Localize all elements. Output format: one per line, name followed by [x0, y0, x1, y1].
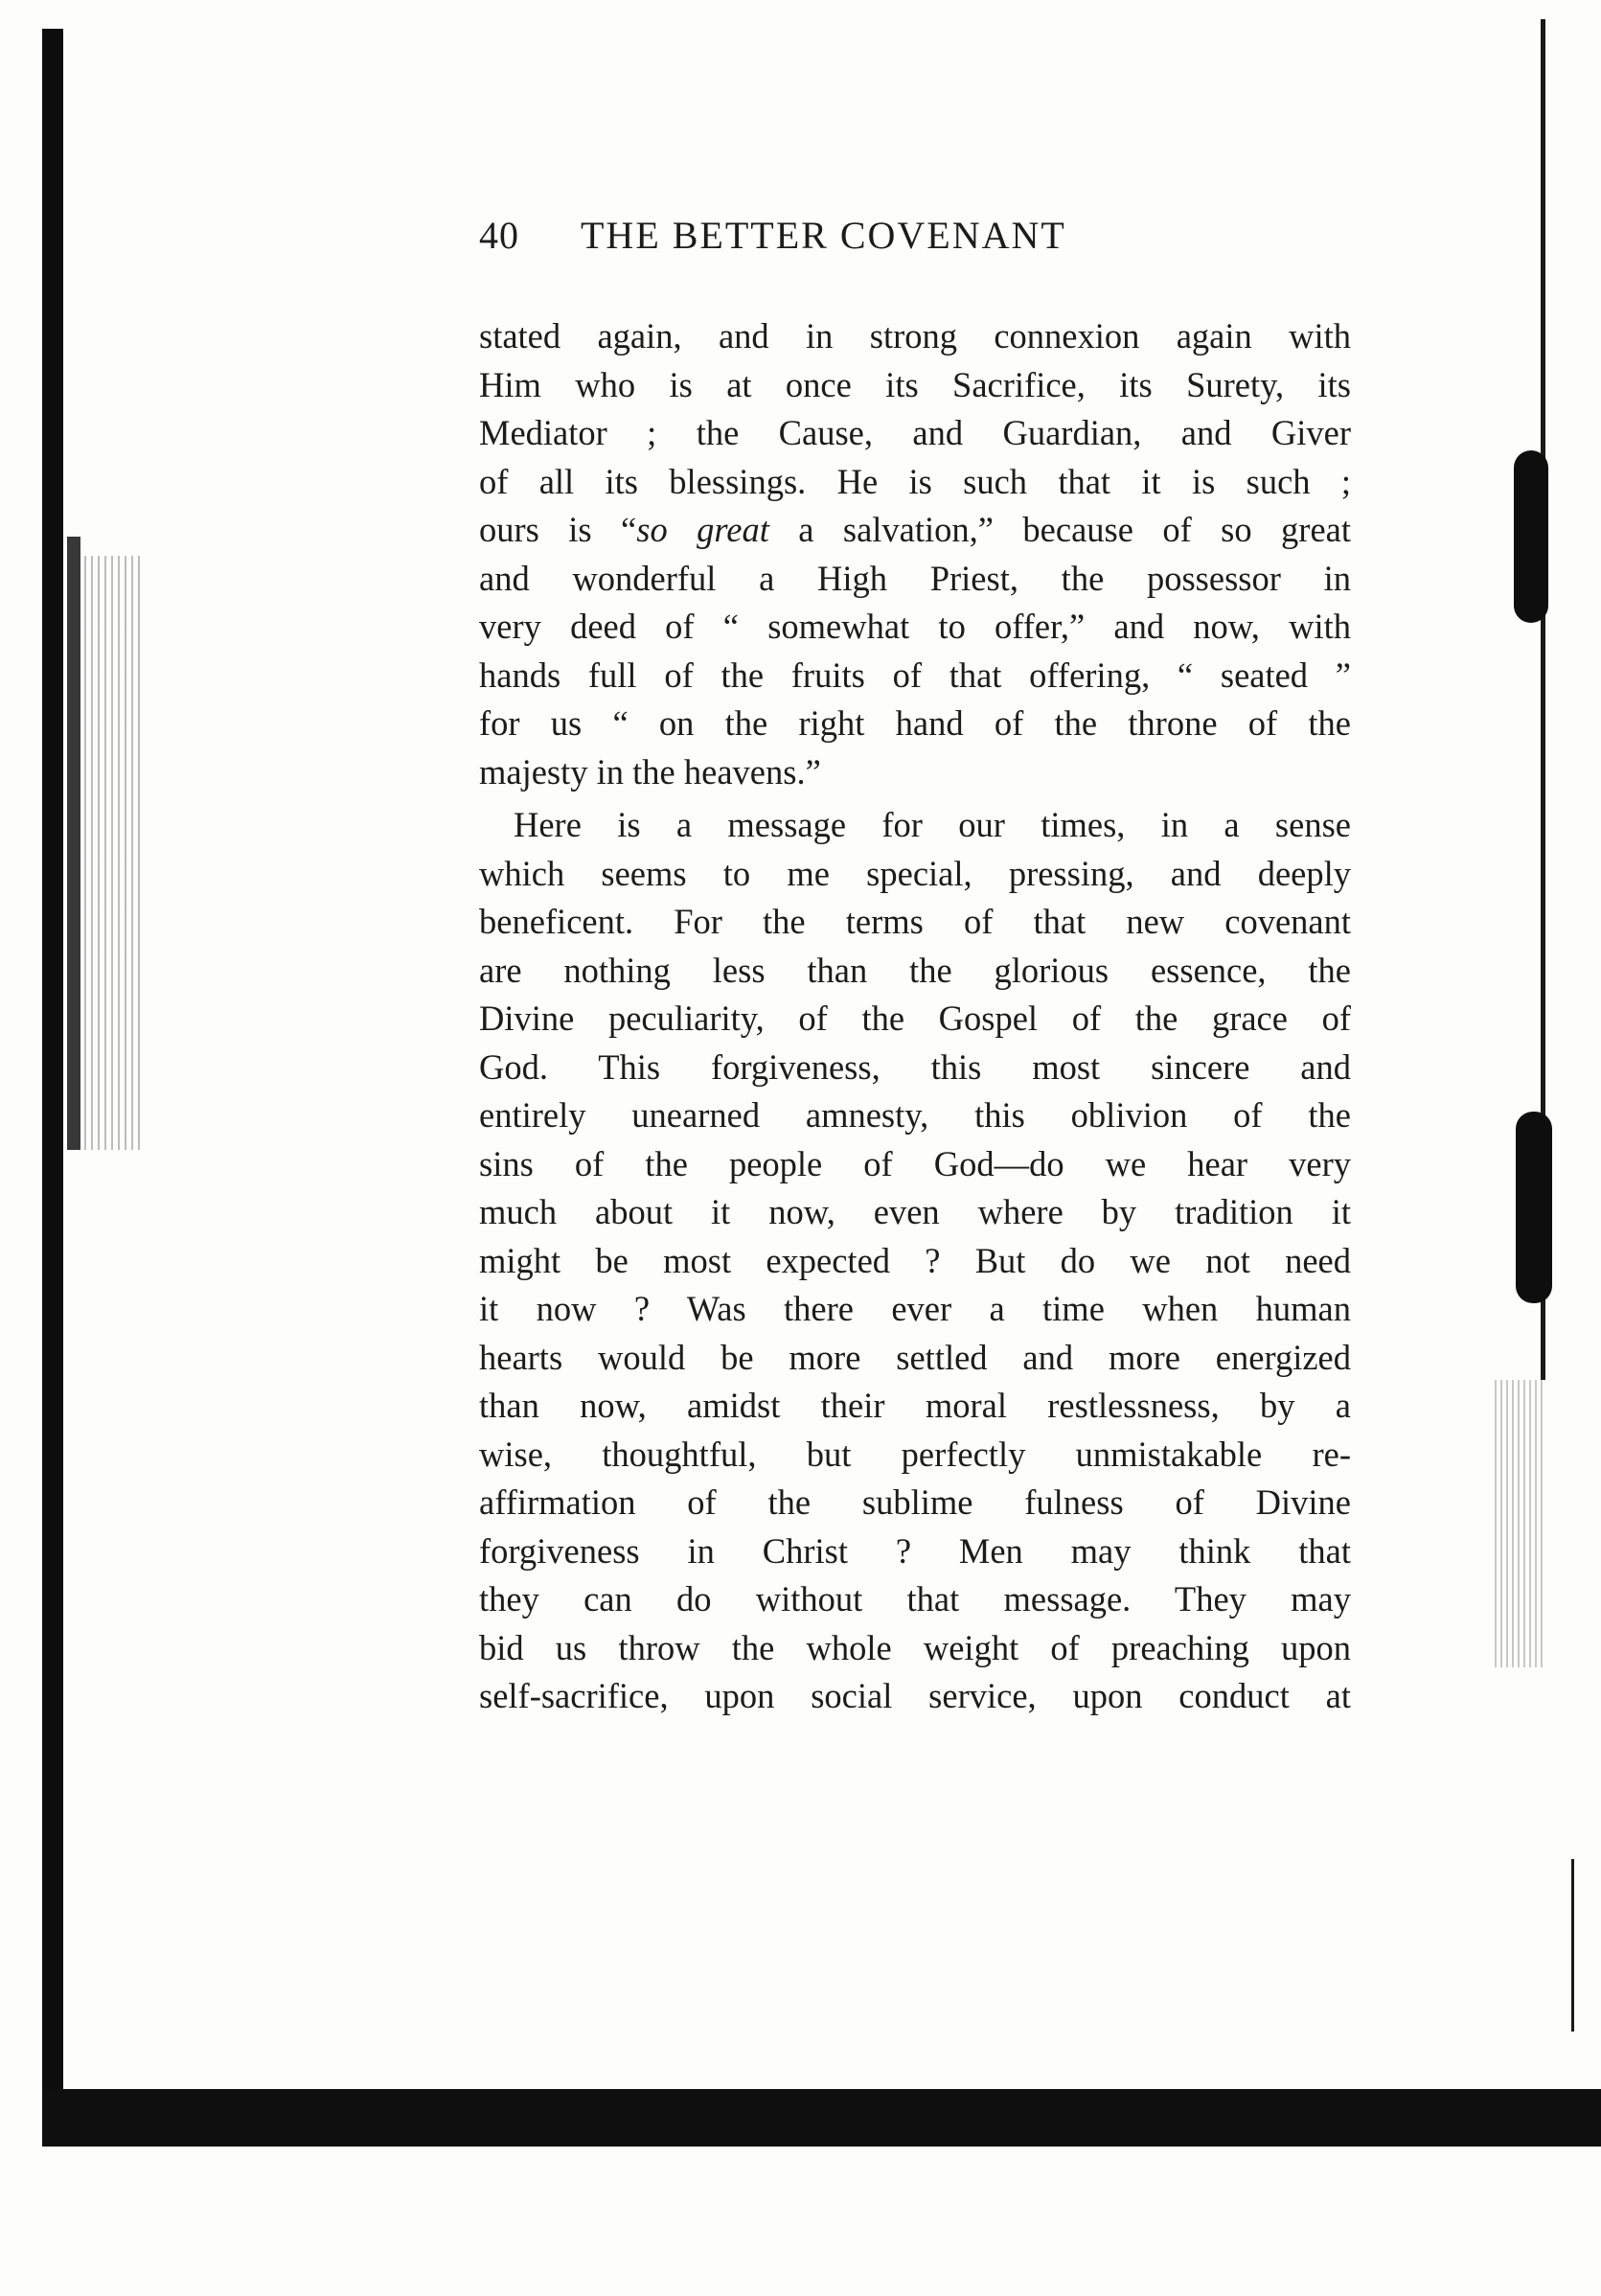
italic-text-run: so great [636, 510, 769, 549]
text-line: much about it now, even where by tradition it [479, 1192, 1351, 1231]
text-line: entirely unearned amnesty, this oblivion of the [479, 1095, 1351, 1135]
running-title: THE BETTER COVENANT [581, 214, 1066, 257]
paragraph [479, 312, 1351, 796]
text-line: God. This forgiveness, this most sincere and [479, 1046, 1351, 1087]
scan-edge-bottom [42, 2089, 1601, 2147]
text-line: Mediator ; the Cause, and Guardian, and Giver [479, 413, 1351, 452]
text-line: beneficent. For the terms of that new covenant [479, 902, 1351, 941]
text-line: hands full of the fruits of that offering, “ seated ” [479, 654, 1351, 695]
running-header [479, 213, 1341, 270]
text-line: Divine peculiarity, of the Gospel of the grace of [479, 999, 1351, 1038]
text-line: and wonderful a High Priest, the possessor in [479, 558, 1351, 598]
paragraph [479, 801, 1351, 1721]
text-line: might be most expected ? But do we not need [479, 1240, 1351, 1280]
text-line: self-sacrifice, upon social service, upon conduct at [479, 1676, 1351, 1715]
text-line: bid us throw the whole weight of preaching upon [479, 1627, 1351, 1667]
scan-edge-right-lower [1571, 1859, 1574, 2032]
text-line: are nothing less than the glorious essence, the [479, 950, 1351, 990]
scan-edge-right-noise [1495, 1380, 1543, 1667]
text-line: it now ? Was there ever a time when human [479, 1289, 1351, 1328]
text-line: forgiveness in Christ ? Men may think that [479, 1530, 1351, 1571]
page-number: 40 [479, 214, 519, 257]
body-text [479, 312, 1351, 1721]
text-line: majesty in the heavens.” [479, 751, 821, 792]
text-line: Him who is at once its Sacrifice, its Surety, its [479, 364, 1351, 404]
scan-edge-left-shadow [67, 537, 80, 1150]
text-run: ours is “ [479, 510, 637, 549]
text-line: which seems to me special, pressing, and deeply [479, 853, 1351, 893]
text-line: hearts would be more settled and more energized [479, 1337, 1351, 1377]
text-line: than now, amidst their moral restlessness, by a [479, 1386, 1351, 1425]
text-line [479, 506, 1351, 555]
text-line: sins of the people of God—do we hear very [479, 1143, 1351, 1183]
scan-edge-left [42, 29, 63, 2137]
text-line: affirmation of the sublime fulness of Divine [479, 1482, 1351, 1522]
text-line: Here is a message for our times, in a sense [514, 805, 1351, 844]
text-line: wise, thoughtful, but perfectly unmistakable re- [479, 1434, 1351, 1474]
scan-smudge-top [1514, 450, 1548, 623]
scan-smudge-middle [1516, 1112, 1552, 1303]
text-line: of all its blessings. He is such that it is such ; [479, 461, 1351, 501]
text-line: for us “ on the right hand of the throne of the [479, 703, 1351, 743]
text-line: very deed of “ somewhat to offer,” and now, with [479, 607, 1351, 646]
text-line: they can do without that message. They may [479, 1579, 1351, 1619]
text-line: stated again, and in strong connexion again with [479, 316, 1351, 356]
text-run: a salvation,” because of so great [768, 510, 1351, 549]
scan-edge-left-noise [84, 556, 142, 1150]
